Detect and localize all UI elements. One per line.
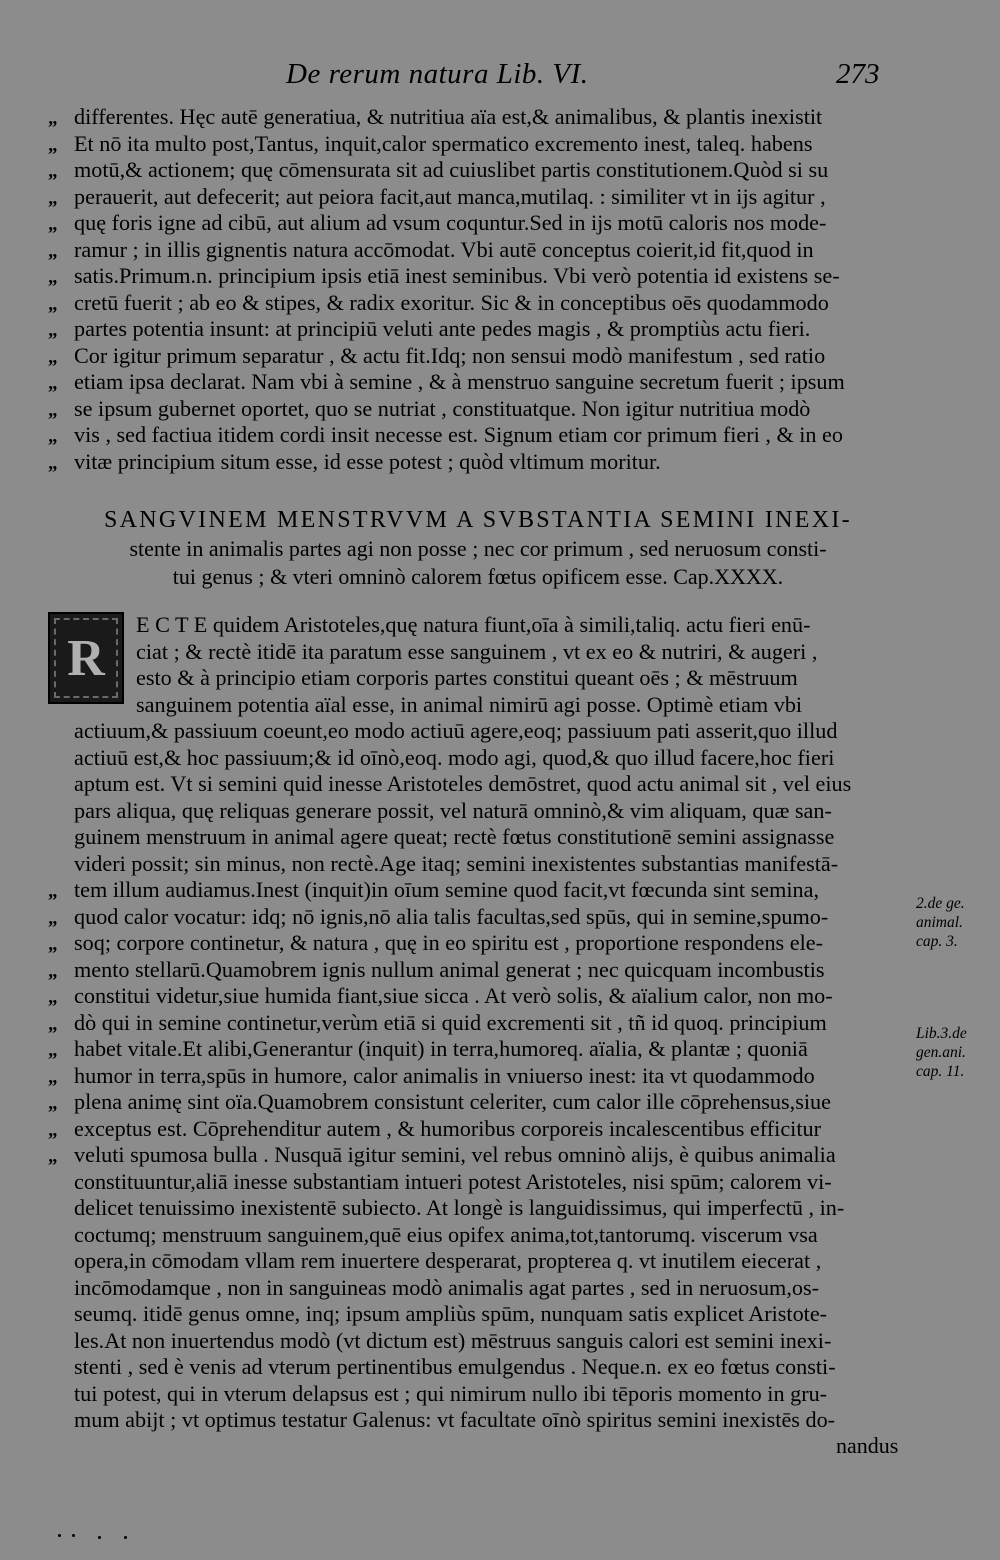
text-line (48, 396, 900, 423)
side-note-line: gen.ani. (916, 1044, 966, 1061)
text-line (48, 1195, 900, 1222)
line-text: differentes. Hęc autē generatiua, & nutritiua aïa est,& animalibus, & plantis inexistit (74, 104, 823, 129)
text-line (48, 369, 900, 396)
text-line (48, 184, 900, 211)
text-line (48, 449, 900, 476)
quote-marker: „ (48, 1013, 58, 1035)
text-line (48, 422, 900, 449)
quote-marker: „ (48, 108, 58, 129)
line-text: constituuntur,aliā inesse substantiam intueri potest Aristoteles, nisi spūm; calorem vi- (74, 1168, 832, 1194)
line-text: coctumq; menstruum sanguinem,quē eius opifex anima,tot,tantorumq. viscerum vsa (74, 1221, 818, 1247)
line-text: stenti , sed è venis ad vterum pertinentibus emulgendus . Neque.n. ex eo fœtus consti- (74, 1354, 836, 1379)
quote-marker: „ (48, 373, 58, 394)
quote-marker: „ (48, 320, 58, 341)
quote-marker: „ (48, 1093, 58, 1114)
drop-cap-letter: R (54, 618, 118, 698)
text-line (48, 1222, 900, 1249)
line-text: satis.Primum.n. principium ipsis etiā inest seminibus. Vbi verò potentia id existens se- (74, 263, 840, 288)
line-text: tui potest, qui in vterum delapsus est ; qui nimirum nullo ibi tēporis momento in gru- (74, 1380, 828, 1406)
footer-mark (58, 1534, 61, 1537)
text-line (48, 1328, 900, 1355)
text-line (48, 1116, 900, 1143)
side-note-line: 2.de ge. (916, 895, 965, 912)
line-text: E C T E quidem Aristoteles,quę natura fiunt,oīa à simili,taliq. actu fieri enū- (136, 612, 811, 637)
text-line (48, 1301, 900, 1328)
line-text: incōmodamque , non in sanguineas modò animalis agat partes , sed in neruosum,os- (74, 1274, 819, 1300)
text-line (48, 237, 900, 264)
text-line (48, 316, 900, 343)
side-note-line: cap. 11. (916, 1063, 965, 1080)
line-text: se ipsum gubernet oportet, quo se nutriat , constituatque. Non igitur nutritiua modò (74, 395, 811, 421)
line-text: videri possit; sin minus, non rectè.Age itaq; semini inexistentes substantias manifestā- (74, 850, 839, 876)
text-line (48, 1142, 900, 1169)
line-text: vis , sed factiua itidem cordi insit necesse est. Signum etiam cor primum fieri , & in eo (74, 422, 843, 447)
text-line (48, 1089, 900, 1116)
text-line (48, 639, 900, 666)
text-line (48, 983, 900, 1010)
line-text: veluti spumosa bulla . Nusquā igitur semini, vel rebus omninò alijs, è quibus animalia (74, 1142, 836, 1167)
text-line (48, 290, 900, 317)
text-line (48, 745, 900, 772)
text-line (48, 1036, 900, 1063)
quote-marker: „ (48, 934, 58, 955)
text-line (48, 692, 900, 719)
line-text: ramur ; in illis gignentis natura accōmodat. Vbi autē conceptus coierit,id fit,quod in (74, 236, 814, 262)
quote-marker: „ (48, 881, 58, 902)
chapter-heading (48, 505, 908, 591)
line-text: habet vitale.Et alibi,Generantur (inquit) in terra,humoreq. aïalia, & plantæ ; quoniā (74, 1036, 808, 1061)
page-number: 273 (836, 58, 880, 90)
text-line (48, 1407, 900, 1434)
quote-marker: „ (48, 161, 58, 182)
line-text: mum abijt ; vt optimus testatur Galenus: vt facultate oīnò spiritus semini inexistēs do- (74, 1407, 836, 1432)
line-text: soq; corpore continetur, & natura , quę in eo spiritu est , proportione respondens ele- (74, 930, 823, 955)
line-text: constitui videtur,siue humida fiant,siue sicca . At verò solis, & aïalium calor, non mo- (74, 983, 833, 1008)
line-text: humor in terra,spūs in humore, calor animalis in vniuerso inest: ita vt quodammodo (74, 1062, 815, 1088)
quote-marker: „ (48, 426, 58, 447)
line-text: ciat ; & rectè itidē ita paratum esse sanguinem , vt ex eo & nutriri, & augeri , (136, 638, 818, 664)
text-line (48, 1169, 900, 1196)
quote-marker: „ (48, 987, 58, 1008)
text-line (48, 798, 900, 825)
line-text: Cor igitur primum separatur , & actu fit.Idq; non sensui modò manifestum , sed ratio (74, 342, 826, 368)
quote-marker: „ (48, 907, 58, 929)
quote-marker: „ (48, 187, 58, 209)
line-text: perauerit, aut defecerit; aut peiora facit,aut manca,mutilaq. : similiter vt in ijs agitur , (74, 183, 826, 209)
quote-marker: „ (48, 134, 58, 156)
chapter-heading-line-3: tui genus ; & vteri omninò calorem fœtus opificem esse. Cap.XXXX. (172, 564, 784, 589)
quote-marker: „ (48, 267, 58, 288)
line-text: pars aliqua, quę reliquas generare possit, vel naturā omninò,& vim aliquam, quæ san- (74, 797, 832, 823)
line-text: opera,in cōmodam vllam rem inuertere desperarat, propterea q. vt inutilem eiecerat , (74, 1248, 822, 1273)
text-line (48, 1063, 900, 1090)
quote-marker: „ (48, 240, 58, 262)
text-line (48, 771, 900, 798)
line-text: sanguinem potentia aïal esse, in animal nimirū agi posse. Optimè etiam vbi (136, 691, 803, 717)
chapter-heading-line-2: stente in animalis partes agi non posse ; nec cor primum , sed neruosum consti- (129, 536, 827, 561)
text-line (48, 104, 900, 131)
text-line (48, 1354, 900, 1381)
side-note-2 (916, 1024, 1000, 1081)
text-line (48, 851, 900, 878)
line-text: partes potentia insunt: at principiū veluti ante pedes magis , & promptiùs actu fieri. (74, 316, 811, 341)
text-line (48, 718, 900, 745)
text-line (48, 904, 900, 931)
text-line (48, 612, 900, 639)
side-note-line: Lib.3.de (916, 1025, 967, 1042)
text-line (48, 877, 900, 904)
text-line (48, 665, 900, 692)
quote-marker: „ (48, 1066, 58, 1088)
quote-marker: „ (48, 399, 58, 421)
quote-marker: „ (48, 1119, 58, 1141)
quote-marker: „ (48, 452, 58, 474)
catchword: nandus (836, 1433, 899, 1458)
quote-marker: „ (48, 293, 58, 315)
text-block-top (48, 104, 900, 475)
line-text: quod calor vocatur: idq; nō ignis,nō alia talis facultas,sed spūs, qui in semine,spumo- (74, 903, 829, 929)
line-text: etiam ipsa declarat. Nam vbi à semine , & à menstruo sanguine secretum fuerit ; ipsum (74, 369, 845, 394)
quote-marker: „ (48, 214, 58, 235)
line-text: Et nō ita multo post,Tantus, inquit,calor spermatico excremento inest, taleq. habens (74, 130, 813, 156)
line-text: seumq. itidē genus omne, inq; ipsum ampliùs spūm, nunquam satis explicet Aristote- (74, 1301, 828, 1326)
chapter-heading-line-1: SANGVINEM MENSTRVVM A SVBSTANTIA SEMINI INEXI- (104, 507, 852, 533)
text-line (48, 343, 900, 370)
side-note-line: cap. 3. (916, 933, 958, 950)
text-line (48, 131, 900, 158)
line-text: esto & à principio etiam corporis partes constitui queant oēs ; & mēstruum (136, 665, 798, 690)
quote-marker: „ (48, 346, 58, 368)
line-text: les.At non inuertendus modò (vt dictum est) mēstruus sanguis calori est semini inexi- (74, 1327, 832, 1353)
line-text: mento stellarū.Quamobrem ignis nullum animal generat ; nec quicquam incombustis (74, 956, 825, 982)
footer-mark (98, 1536, 101, 1539)
line-text: plena animę sint oïa.Quamobrem consistunt celeriter, cum calor ille cōprehensus,siue (74, 1089, 831, 1114)
text-line (48, 1010, 900, 1037)
line-text: aptum est. Vt si semini quid inesse Aristoteles demōstret, quod actu animal sit , vel eius (74, 771, 852, 796)
text-line (48, 263, 900, 290)
text-line (48, 1248, 900, 1275)
footer-mark (124, 1536, 127, 1539)
line-text: quę foris igne ad cibū, aut alium ad vsum coquntur.Sed in ijs motū caloris nos mode- (74, 210, 827, 235)
text-block-body (48, 612, 900, 1434)
footer-mark (72, 1534, 75, 1537)
text-line (48, 157, 900, 184)
line-text: dò qui in semine continetur,verùm etiā si quid excrementi sit , tñ id quoq. principium (74, 1009, 827, 1035)
running-header (0, 58, 1000, 98)
line-text: exceptus est. Cōprehenditur autem , & humoribus corporeis incalescentibus efficitur (74, 1115, 821, 1141)
text-line (48, 1381, 900, 1408)
line-text: tem illum audiamus.Inest (inquit)in oīum semine quod facit,vt fœcunda sint semina, (74, 877, 819, 902)
side-note-line: animal. (916, 914, 963, 931)
quote-marker: „ (48, 1146, 58, 1167)
text-line (48, 210, 900, 237)
line-text: cretū fuerit ; ab eo & stipes, & radix exoritur. Sic & in conceptibus oēs quodammodo (74, 289, 829, 315)
running-title: De rerum natura Lib. VI. (286, 58, 589, 90)
line-text: vitæ principium situm esse, id esse potest ; quòd vltimum moritur. (74, 448, 661, 474)
line-text: guinem menstruum in animal agere queat; rectè fœtus constitutionē semini assignasse (74, 824, 835, 849)
text-line (48, 957, 900, 984)
line-text: actiuum,& passiuum coeunt,eo modo actiuū agere,eoq; passiuum pati asserit,quo illud (74, 718, 838, 743)
line-text: delicet tenuissimo inexistentē subiecto. At longè is languidissimus, qui imperfectū , in- (74, 1195, 845, 1220)
line-text: motū,& actionem; quę cōmensurata sit ad cuiuslibet partis constitutionem.Quòd si su (74, 157, 829, 182)
text-line (48, 824, 900, 851)
quote-marker: „ (48, 1040, 58, 1061)
side-note-1 (916, 894, 1000, 951)
quote-marker: „ (48, 960, 58, 982)
line-text: actiuū est,& hoc passiuum;& id oīnò,eoq. modo agi, quod,& quo illud facere,hoc fieri (74, 744, 835, 770)
text-line (48, 1275, 900, 1302)
text-line (48, 930, 900, 957)
